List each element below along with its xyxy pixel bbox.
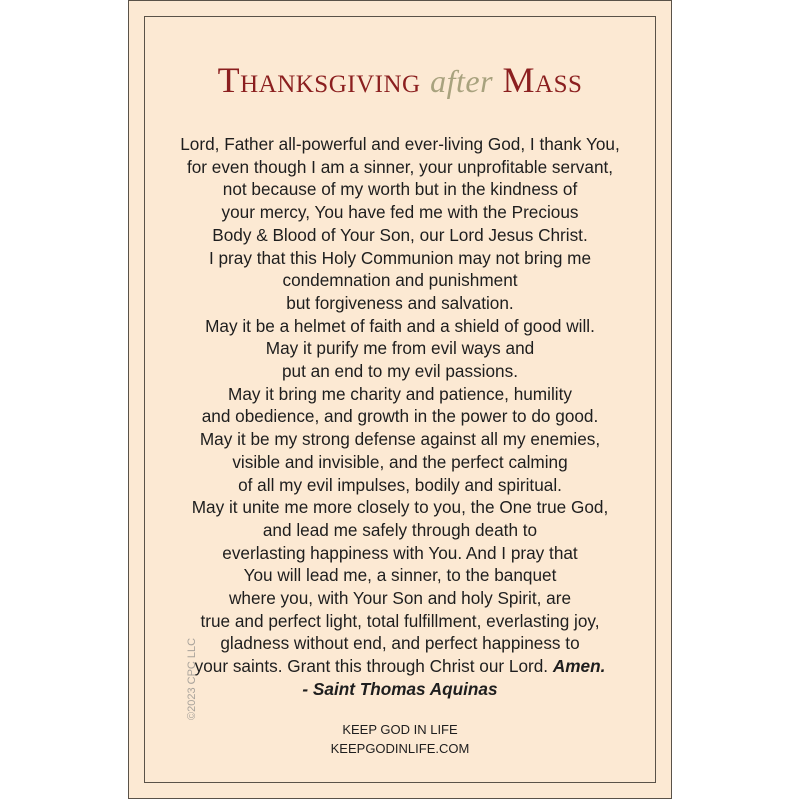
prayer-line [129,496,671,519]
prayer-line [129,315,671,338]
amen: Amen. [552,656,606,677]
prayer-line [129,632,671,655]
footer-website: KEEPGODINLIFE.COM [330,741,470,756]
prayer-line [129,542,671,565]
prayer-line-text: I pray that this Holy Communion may not bring me [208,247,592,268]
prayer-line [129,156,671,179]
prayer-line [129,564,671,587]
prayer-line-text: Body & Blood of Your Son, our Lord Jesus Christ. [212,224,588,245]
prayer-line-text: everlasting happiness with You. And I pray that [222,542,578,563]
prayer-line [129,201,671,224]
prayer-line [129,610,671,633]
prayer-line [129,655,671,678]
title-mass: Mass [502,60,583,100]
prayer-line-text: true and perfect light, total fulfillment, everlasting joy, [200,610,600,631]
prayer-line-text: visible and invisible, and the perfect calming [232,451,568,472]
prayer-line [129,451,671,474]
footer-slogan: KEEP GOD IN LIFE [342,722,458,737]
prayer-line [129,337,671,360]
prayer-line [129,360,671,383]
copyright-notice: ©2023 CPC LLC [186,637,198,720]
prayer-line-text: condemnation and punishment [282,270,518,291]
prayer-text [129,133,671,701]
prayer-line [129,474,671,497]
prayer-line [129,269,671,292]
prayer-line-text: May it purify me from evil ways and [265,338,535,359]
prayer-line [129,292,671,315]
prayer-line [129,178,671,201]
prayer-line-text: where you, with Your Son and holy Spirit, are [228,588,572,609]
title-after: after [430,63,494,99]
prayer-line-text: May it be a helmet of faith and a shield of good will. [205,315,595,336]
prayer-line [129,247,671,270]
card-title [129,59,671,101]
prayer-line-text: gladness without end, and perfect happiness to [220,633,580,654]
prayer-line-text: not because of my worth but in the kindness of [222,179,578,200]
prayer-card [128,0,672,799]
prayer-line [129,428,671,451]
signature: - Saint Thomas Aquinas [302,678,498,699]
prayer-line-text: You will lead me, a sinner, to the banquet [243,565,557,586]
prayer-line-text: and obedience, and growth in the power to do good. [201,406,599,427]
prayer-line [129,383,671,406]
prayer-line-text: your saints. Grant this through Christ our Lord. [194,656,553,677]
footer [129,720,671,758]
prayer-line-text: May it be my strong defense against all my enemies, [199,429,601,450]
prayer-line [129,133,671,156]
prayer-line-text: your mercy, You have fed me with the Precious [221,202,579,223]
title-thanksgiving: Thanksgiving [217,60,421,100]
prayer-line [129,405,671,428]
prayer-line-text: May it bring me charity and patience, humility [228,383,572,404]
prayer-line-text: but forgiveness and salvation. [286,292,514,313]
prayer-line-text: put an end to my evil passions. [282,361,518,382]
prayer-line [129,519,671,542]
prayer-line-text: May it unite me more closely to you, the One true God, [191,497,609,518]
prayer-line-text: for even though I am a sinner, your unprofitable servant, [186,156,614,177]
prayer-line-text: of all my evil impulses, bodily and spiritual. [238,474,562,495]
prayer-line-text: Lord, Father all-powerful and ever-living God, I thank You, [180,134,620,154]
prayer-line [129,224,671,247]
prayer-line [129,587,671,610]
prayer-line-text: and lead me safely through death to [262,519,538,540]
